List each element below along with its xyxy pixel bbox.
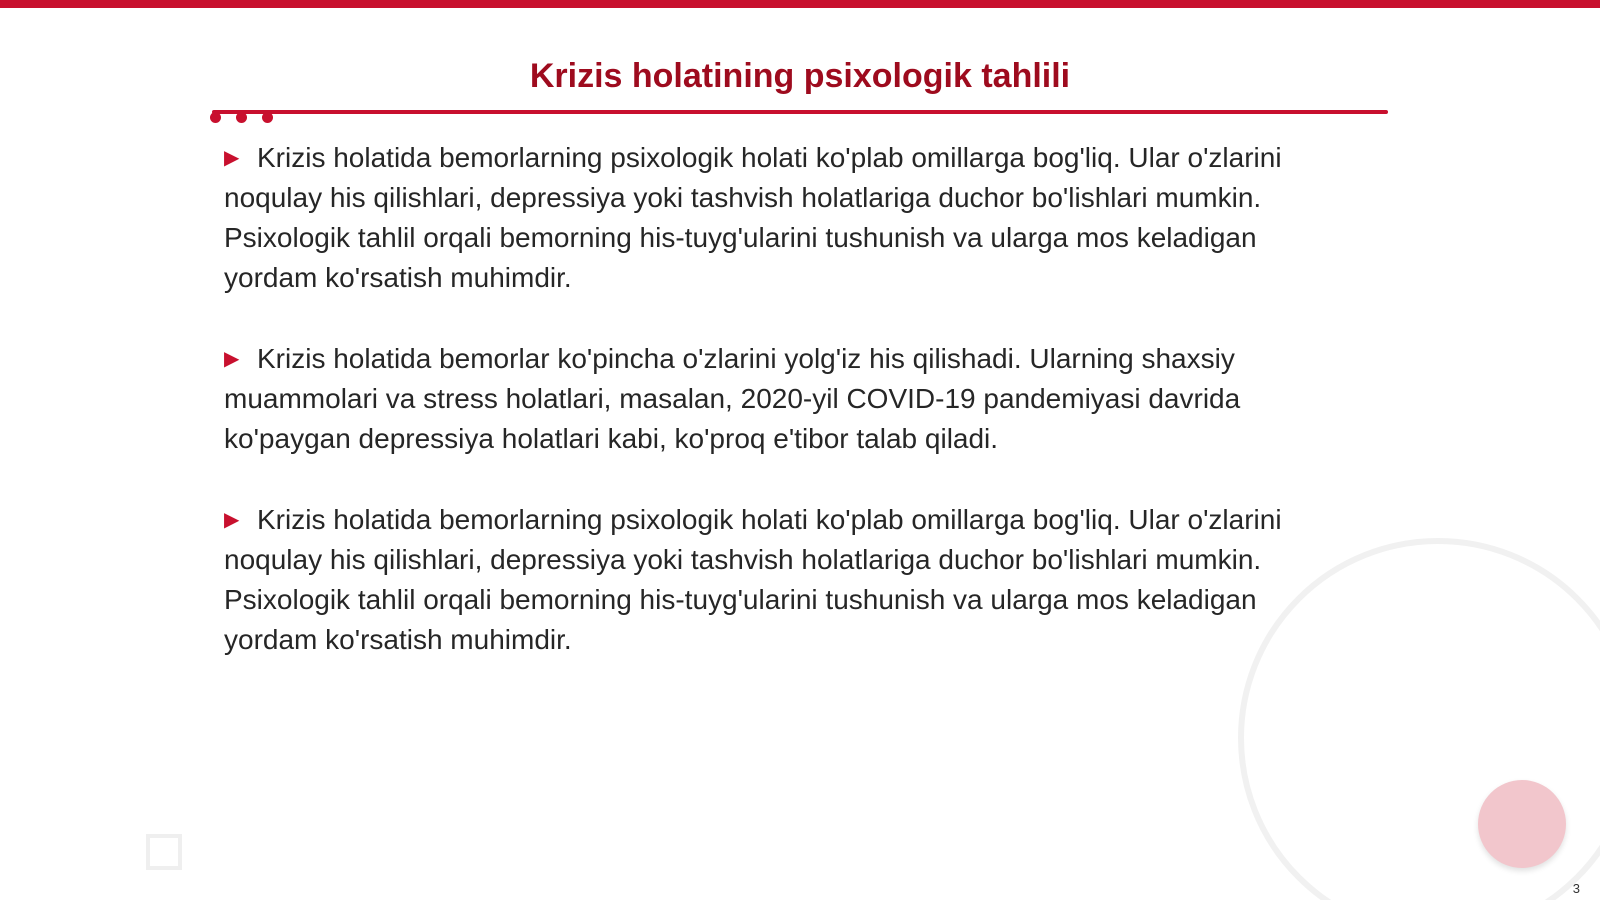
decorative-dot: [236, 112, 247, 123]
bullet-item: [224, 138, 1354, 298]
bullet-item: [224, 500, 1354, 660]
triangle-right-icon: ▶: [224, 509, 240, 531]
decorative-dot: [210, 112, 221, 123]
bullet-text: Krizis holatida bemorlar ko'pincha o'zlarini yolg'iz his qilishadi. Ularning shaxsiy muammolari va stress holatlari, masalan, 2020-yil COVID-19 pandemiyasi davrida ko'paygan depressiya holatlari kabi, ko'proq e'tibor talab qiladi.: [224, 343, 1241, 454]
title-underline: [212, 110, 1388, 114]
decorative-circle-pink: [1478, 780, 1566, 868]
bullet-text: Krizis holatida bemorlarning psixologik holati ko'plab omillarga bog'liq. Ular o'zlarini noqulay his qilishlari, depressiya yoki tashvish holatlariga duchor bo'lishlari mumkin. Psixologik tahlil orqali bemorning his-tuyg'ularini tushunish va ularga mos keladigan yordam ko'rsatish muhimdir.: [224, 504, 1282, 655]
decorative-square-outline: [146, 834, 182, 870]
slide-title: Krizis holatining psixologik tahlili: [529, 57, 1071, 95]
triangle-right-icon: ▶: [224, 147, 240, 169]
page-number: 3: [1572, 881, 1580, 896]
bullet-list: [224, 138, 1354, 701]
top-accent-bar: [0, 0, 1600, 8]
triangle-right-icon: ▶: [224, 348, 240, 370]
bullet-text: Krizis holatida bemorlarning psixologik holati ko'plab omillarga bog'liq. Ular o'zlarini noqulay his qilishlari, depressiya yoki tashvish holatlariga duchor bo'lishlari mumkin. Psixologik tahlil orqali bemorning his-tuyg'ularini tushunish va ularga mos keladigan yordam ko'rsatish muhimdir.: [224, 142, 1282, 293]
decorative-dot: [262, 112, 273, 123]
bullet-item: [224, 339, 1354, 459]
